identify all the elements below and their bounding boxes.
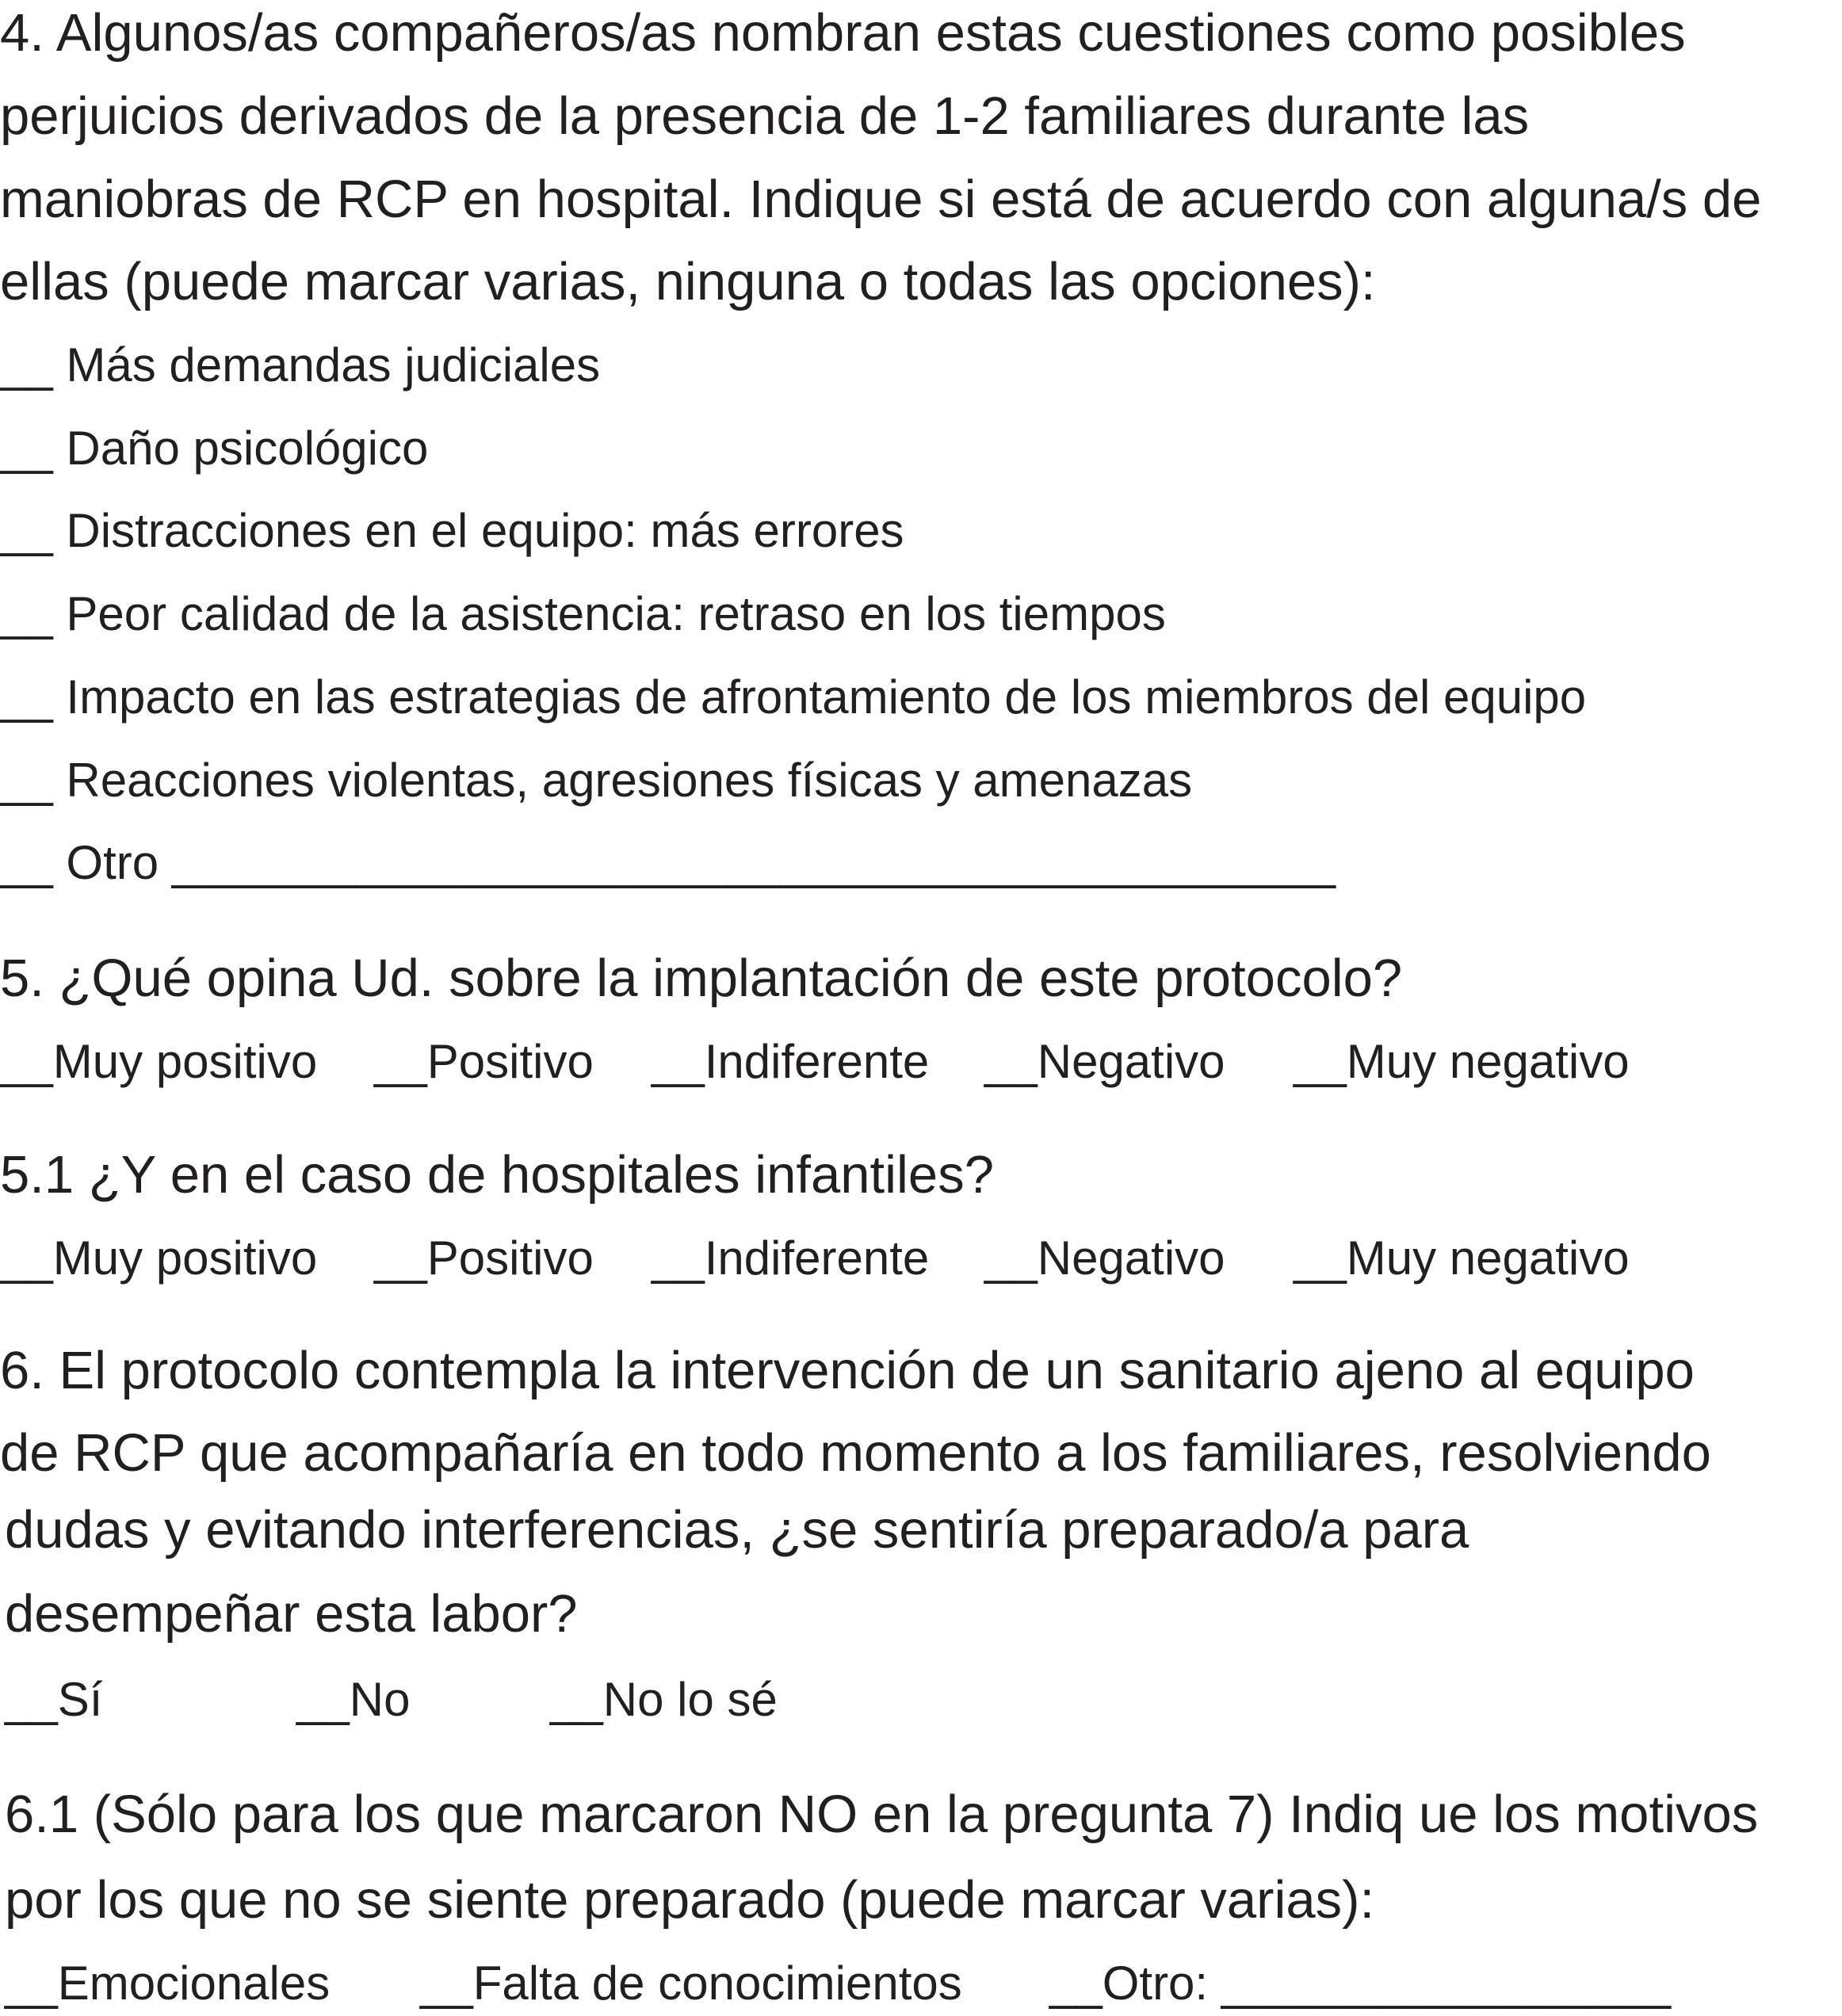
q4-option-reacciones-violentas[interactable]: __ Reacciones violentas, agresiones físicas y amenazas [0,754,1193,807]
q4-option-distracciones[interactable]: __ Distracciones en el equipo: más errores [0,504,904,557]
q6-option-no[interactable]: __No [296,1673,411,1726]
q5-1-option-indiferente[interactable]: __Indiferente [652,1231,930,1285]
question-4-text-line-1: 4. Algunos/as compañeros/as nombran estas cuestiones como posibles [0,3,1686,63]
q5-1-option-muy-positivo[interactable]: __Muy positivo [0,1231,318,1285]
question-6-text-line-4: desempeñar esta labor? [5,1584,578,1644]
q5-1-option-muy-negativo[interactable]: __Muy negativo [1294,1231,1630,1285]
question-4-text-line-3: maniobras de RCP en hospital. Indique si está de acuerdo con alguna/s de [0,170,1762,229]
q5-option-muy-positivo[interactable]: __Muy positivo [0,1035,318,1088]
question-6-text-line-2: de RCP que acompañaría en todo momento a los familiares, resolviendo [0,1423,1711,1483]
q5-option-negativo[interactable]: __Negativo [984,1035,1225,1088]
q6-1-option-emocionales[interactable]: __Emocionales [5,1957,331,2010]
q4-option-impacto[interactable]: __ Impacto en las estrategias de afrontamiento de los miembros del equipo [0,670,1587,724]
question-6-1-text-line-1: 6.1 (Sólo para los que marcaron NO en la pregunta 7) Indiq ue los motivos [5,1785,1759,1844]
question-5-1-title: 5.1 ¿Y en el caso de hospitales infantiles? [0,1145,994,1205]
q6-1-option-otro[interactable]: __Otro: _________________ [1049,1957,1672,2010]
q5-1-option-positivo[interactable]: __Positivo [374,1231,594,1285]
q5-1-option-negativo[interactable]: __Negativo [984,1231,1225,1285]
q5-option-indiferente[interactable]: __Indiferente [652,1035,930,1088]
q4-option-peor-calidad[interactable]: __ Peor calidad de la asistencia: retraso en los tiempos [0,587,1166,640]
question-6-text-line-1: 6. El protocolo contempla la intervención de un sanitario ajeno al equipo [0,1341,1695,1400]
q4-option-otro[interactable]: __ Otro ____________________________________________ [0,836,1336,889]
q5-option-muy-negativo[interactable]: __Muy negativo [1294,1035,1630,1088]
question-4-text-line-4: ellas (puede marcar varias, ninguna o todas las opciones): [0,252,1376,311]
q6-1-option-falta-conocimientos[interactable]: __Falta de conocimientos [420,1957,962,2010]
q4-option-dano-psicologico[interactable]: __ Daño psicológico [0,422,429,475]
question-6-1-text-line-2: por los que no se siente preparado (puede marcar varias): [5,1870,1375,1930]
q6-option-no-lo-se[interactable]: __No lo sé [550,1673,778,1726]
q5-option-positivo[interactable]: __Positivo [374,1035,594,1088]
q4-option-demandas[interactable]: __ Más demandas judiciales [0,338,601,391]
q6-option-si[interactable]: __Sí [5,1673,103,1726]
question-4-text-line-2: perjuicios derivados de la presencia de 1-2 familiares durante las [0,86,1530,146]
question-6-text-line-3: dudas y evitando interferencias, ¿se sentiría preparado/a para [5,1500,1469,1560]
question-5-title: 5. ¿Qué opina Ud. sobre la implantación de este protocolo? [0,949,1403,1008]
